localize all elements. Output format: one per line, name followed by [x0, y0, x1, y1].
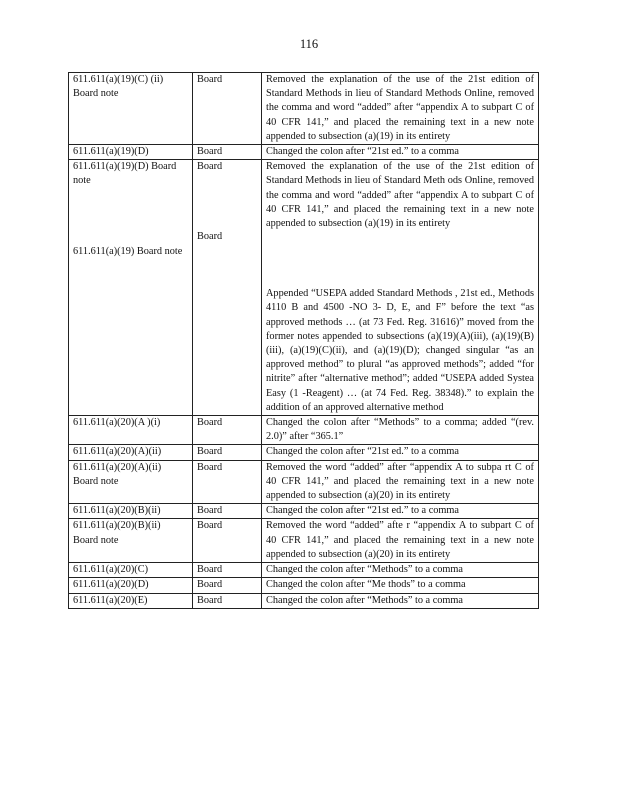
changed-by-cell — [193, 73, 262, 145]
section-cell — [69, 445, 193, 460]
section-text: 611.611(a)(20)(A)(ii) Board note — [73, 461, 162, 487]
change-description-cell — [262, 578, 539, 593]
changed-by-cell — [193, 416, 262, 445]
change-description-text: Changed the colon after “Methods” to a comma; added “(rev. 2.0)” after “365.1” — [266, 417, 534, 443]
section-cell — [69, 416, 193, 445]
changed-by-text: Board — [197, 161, 223, 173]
section-cell — [69, 160, 193, 416]
section-text: 611.611(a)(20)(B)(ii) Board note — [73, 520, 161, 546]
change-description-cell — [262, 73, 539, 145]
section-text: 611.611(a)(20)(B)(ii) — [73, 505, 161, 517]
change-description-cell — [262, 445, 539, 460]
changed-by-cell — [193, 563, 262, 578]
entry-spacer — [197, 174, 257, 230]
change-description-text: Appended “USEPA added Standard Methods , 21st ed., Methods 4110 B and 4500 -NO 3- D, E, and F” before the text “as approved methods … (at 73 Fed. Reg. 31616)” moved from the former notes appended to subsections (a)(19)(A)(iii), (a)(19)(B)(iii), (a)(19)(C)(ii), and (a)(19)(D); changed singular “as an approved method” to plural “as approved methods”; added “for nitrite” after “alternative method”; added “USEPA added Systea Easy (1 -Reagent) … (at 74 Fed. Reg. 38348).” to explain the addition of an approved alternative method — [266, 288, 534, 413]
change-description-cell — [262, 504, 539, 519]
table-row — [69, 145, 539, 160]
changed-by-cell — [193, 504, 262, 519]
table-row — [69, 563, 539, 578]
changed-by-cell — [193, 145, 262, 160]
changed-by-cell — [193, 445, 262, 460]
changed-by-cell — [193, 160, 262, 416]
table-row — [69, 160, 539, 416]
changed-by-text: Board — [197, 417, 223, 429]
change-description-cell — [262, 593, 539, 608]
change-description-cell — [262, 145, 539, 160]
section-cell — [69, 593, 193, 608]
section-text: 611.611(a)(19)(C) (ii) Board note — [73, 74, 164, 100]
change-description-cell — [262, 460, 539, 504]
changed-by-text: Board — [197, 564, 223, 576]
table-row — [69, 73, 539, 145]
change-description-cell — [262, 519, 539, 563]
section-cell — [69, 578, 193, 593]
section-text: 611.611(a)(19)(D) — [73, 146, 149, 158]
changed-by-cell — [193, 519, 262, 563]
table-row — [69, 578, 539, 593]
changed-by-text: Board — [197, 505, 223, 517]
table-row — [69, 460, 539, 504]
section-text: 611.611(a)(19)(D) Board note — [73, 161, 177, 187]
amendments-table — [68, 72, 539, 609]
table-row — [69, 504, 539, 519]
change-description-text: Changed the colon after “Methods” to a comma — [266, 564, 464, 576]
changed-by-cell — [193, 578, 262, 593]
page-number: 116 — [299, 37, 319, 51]
section-text: 611.611(a)(20)(A)(ii) — [73, 446, 162, 458]
section-cell — [69, 519, 193, 563]
section-cell — [69, 73, 193, 145]
change-description-text: Removed the explanation of the use of the 21st edition of Standard Methods in lieu of Standard Meth ods Online, removed the comma and word “added” after “appendix A to subpart C of 40 CFR 141,” and placed the remaining text in a new note appended to subsection (a)(19) in its entirety — [266, 161, 534, 230]
change-description-text: Changed the colon after “Methods” to a comma — [266, 594, 464, 606]
changed-by-text: Board — [197, 74, 223, 85]
change-description-text: Changed the colon after “21st ed.” to a comma — [266, 446, 459, 458]
changed-by-text: Board — [197, 461, 223, 473]
table-row — [69, 445, 539, 460]
entry-spacer — [73, 189, 188, 245]
section-text: 611.611(a)(20)(E) — [73, 594, 148, 606]
change-description-cell — [262, 563, 539, 578]
change-description-text: Removed the explanation of the use of the 21st edition of Standard Methods in lieu of Standard Methods Online, removed the comma and word “added” after “appendix A to subpart C of 40 CFR 141,” and placed the remaining text in a new note appended to subsection (a)(19) in its entirety — [266, 74, 534, 142]
section-text: 611.611(a)(20)(A )(i) — [73, 417, 161, 429]
changed-by-cell — [193, 460, 262, 504]
section-text: 611.611(a)(20)(C) — [73, 564, 149, 576]
section-cell — [69, 460, 193, 504]
table-row — [69, 519, 539, 563]
changed-by-text: Board — [197, 520, 223, 532]
section-cell — [69, 504, 193, 519]
change-description-text: Changed the colon after “Me thods” to a comma — [266, 579, 466, 591]
section-text: 611.611(a)(20)(D) — [73, 579, 149, 591]
section-cell — [69, 145, 193, 160]
change-description-text: Removed the word “added” after “appendix A to subpa rt C of 40 CFR 141,” and placed the remaining text in a new note appended to subsection (a)(20) in its entirety — [266, 461, 534, 502]
changed-by-text: Board — [197, 446, 223, 458]
change-description-cell — [262, 416, 539, 445]
changed-by-text: Board — [197, 146, 223, 158]
changed-by-text: Board — [197, 594, 223, 606]
change-description-cell — [262, 160, 539, 416]
change-description-text: Changed the colon after “21st ed.” to a comma — [266, 505, 459, 517]
changed-by-cell — [193, 593, 262, 608]
section-text: 611.611(a)(19) Board note — [73, 245, 183, 257]
change-description-text: Removed the word “added” afte r “appendix A to subpart C of 40 CFR 141,” and placed the remaining text in a new note appended to subsection (a)(20) in its entirety — [266, 520, 534, 560]
table-row — [69, 593, 539, 608]
entry-spacer — [266, 231, 534, 287]
table-row — [69, 416, 539, 445]
section-cell — [69, 563, 193, 578]
changed-by-text: Board — [197, 231, 223, 243]
changed-by-text: Board — [197, 579, 223, 591]
change-description-text: Changed the colon after “21st ed.” to a comma — [266, 146, 459, 158]
